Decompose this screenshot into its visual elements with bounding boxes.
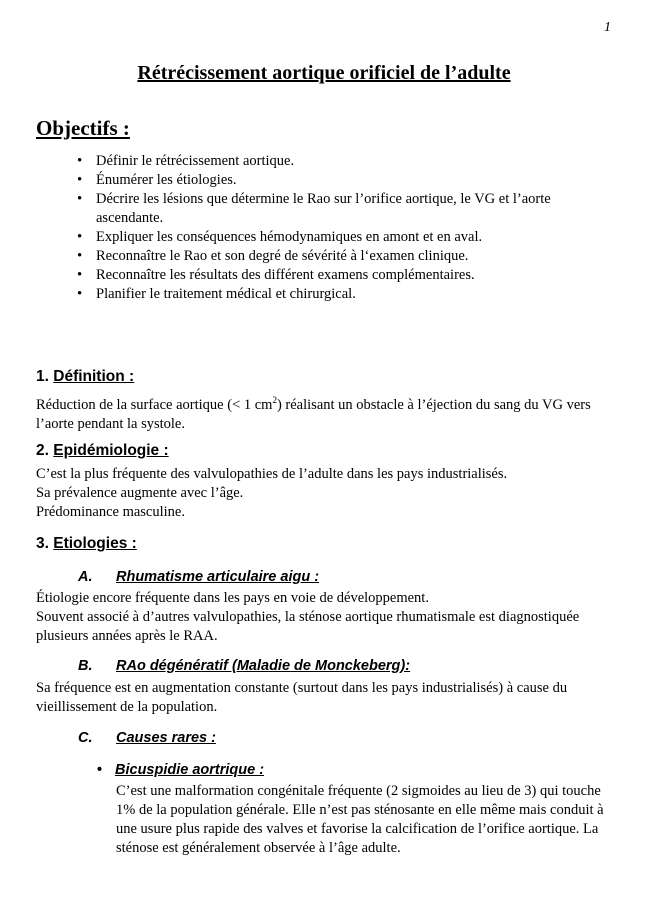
section-number: 1.	[36, 368, 49, 385]
superscript: 2	[272, 395, 277, 405]
subsection-title: Causes rares :	[116, 730, 216, 746]
section-heading-definition	[36, 368, 134, 386]
objectifs-heading: Objectifs :	[36, 116, 130, 140]
section-heading-epidemiologie	[36, 442, 169, 460]
epidemiologie-line: Prédominance masculine.	[36, 504, 185, 520]
section-title: Epidémiologie :	[53, 442, 169, 459]
rao-degeneratif-text	[36, 679, 616, 717]
objectifs-list	[76, 152, 616, 304]
section-title: Etiologies :	[53, 535, 137, 552]
bullet-heading-bicuspidie	[97, 762, 264, 778]
subsection-heading-a	[78, 569, 319, 585]
subsection-title: RAo dégénératif (Maladie de Monckeberg):	[116, 658, 411, 674]
objectif-item: • Expliquer les conséquences hémodynamiques en amont et en aval.	[76, 228, 616, 247]
objectif-item: • Reconnaître le Rao et son degré de sévérité à l‘examen clinique.	[76, 247, 616, 266]
definition-text-start: Réduction de la surface aortique (< 1 cm	[36, 396, 273, 413]
objectif-item: • Énumérer les étiologies.	[76, 171, 616, 190]
section-number: 3.	[36, 535, 49, 552]
paragraph-line: Sa fréquence est en augmentation constante (surtout dans les pays industrialisés) à cause du vieillissement de la population.	[36, 680, 568, 715]
subsection-heading-b	[78, 658, 410, 674]
subsection-title: Rhumatisme articulaire aigu :	[116, 569, 320, 585]
section-heading-etiologies	[36, 535, 137, 553]
subsection-heading-c	[78, 730, 216, 746]
paragraph-line: Souvent associé à d’autres valvulopathies, la sténose aortique rhumatismale est diagnostiquée plusieurs années après le RAA.	[36, 609, 580, 644]
definition-text-end: ) réalisant un obstacle à l’éjection du sang du VG vers l’aorte pendant la systole.	[36, 396, 591, 432]
section-number: 2.	[36, 442, 49, 459]
epidemiologie-line: Sa prévalence augmente avec l’âge.	[36, 485, 244, 501]
subsection-letter: A.	[78, 569, 93, 585]
rhumatisme-text	[36, 589, 616, 646]
objectif-item: • Définir le rétrécissement aortique.	[76, 152, 616, 171]
epidemiologie-line: C’est la plus fréquente des valvulopathies de l’adulte dans les pays industrialisés.	[36, 466, 508, 482]
bullet-marker: •	[97, 762, 103, 778]
definition-text	[36, 391, 616, 434]
epidemiologie-text	[36, 465, 616, 522]
document-title: Rétrécissement aortique orificiel de l’adulte	[137, 62, 511, 84]
subsection-letter: C.	[78, 730, 93, 746]
section-title: Définition :	[53, 368, 135, 385]
objectif-item: • Planifier le traitement médical et chirurgical.	[76, 285, 616, 304]
bicuspidie-text	[116, 782, 606, 858]
objectif-item: • Reconnaître les résultats des différent examens complémentaires.	[76, 266, 616, 285]
subsection-letter: B.	[78, 658, 93, 674]
page-number: 1	[604, 20, 611, 35]
bullet-title: Bicuspidie aortrique :	[115, 762, 265, 778]
objectif-item: • Décrire les lésions que détermine le Rao sur l’orifice aortique, le VG et l’aorte ascendante.	[76, 190, 616, 228]
paragraph-line: Étiologie encore fréquente dans les pays en voie de développement.	[36, 590, 429, 606]
paragraph-text: C’est une malformation congénitale fréquente (2 sigmoides au lieu de 3) qui touche 1% de la population générale. Elle n’est pas sténosante en elle même mais conduit à une usure plus rapide des valves et favorise la calcification de l’orifice aortique. La sténose est généralement observée à l’âge adulte.	[116, 783, 604, 856]
